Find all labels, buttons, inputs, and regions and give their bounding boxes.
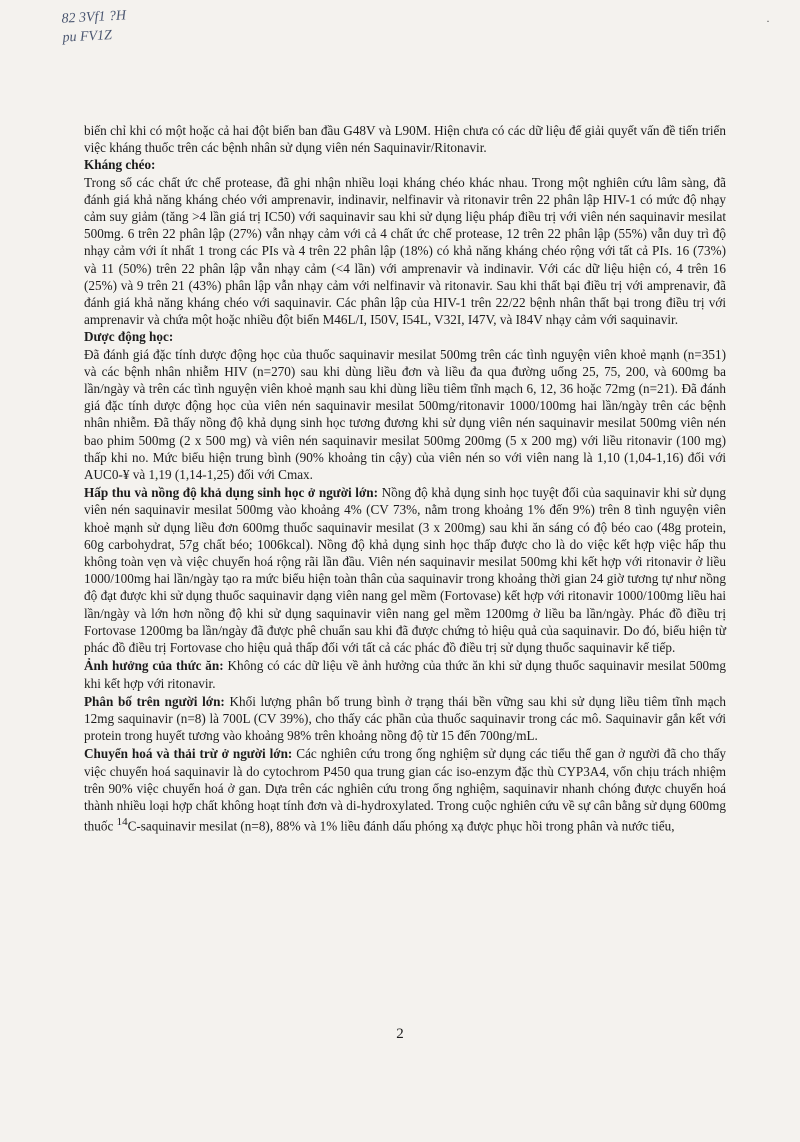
heading-pharmacokinetics: Dược động học: bbox=[84, 329, 174, 345]
paragraph-food-effect bbox=[84, 657, 726, 691]
paragraph-distribution bbox=[84, 693, 726, 745]
superscript-14: 14 bbox=[116, 816, 128, 829]
heading-distribution: Phân bố trên người lớn: bbox=[84, 693, 225, 709]
text-metabolism-a: Các nghiên cứu trong ống nghiệm sử dụng các tiểu thể gan ở người đã cho thấy việc chuyển hoá saquinavir là do cytochrom P450 qua trung gian các iso-enzym đặc thù CYP3A4, vốn chịu trách nhiệm trên 90% việc chuyển hoá ở gan. Dựa trên các nghiên cứu trong ống nghiệm, saquinavir nhanh chóng được chuyển hoá thành nhiều loại hợp chất không hoạt tính đơn và di-hydroxylated. Trong cuộc nghiên cứu về sự cân bằng sử dụng 600mg thuốc bbox=[84, 746, 726, 834]
text-absorption: Nồng độ khả dụng sinh học tuyệt đối của saquinavir khi sử dụng viên nén saquinavir mesilat 500mg vào khoảng 4% (CV 73%, nằm trong khoảng 1% đến 9%) trên 8 tình nguyện viên khoẻ mạnh sử dụng liều đơn 600mg thuốc saquinavir mesilat (3 x 200mg) sau khi ăn sáng có độ béo cao (48g protein, 60g carbohydrat, 57g chất béo; 1006kcal). Nồng độ khả dụng sinh học thấp được cho là do việc kết hợp việc hấp thu không toàn vẹn và việc chuyển hoá rộng rãi lần đầu. Viên nén saquinavir mesilat 500mg khi kết hợp với ritonavir ở liều 1000/100mg hai lần/ngày tạo ra mức biểu hiện toàn thân của saquinavir trong khoảng thời gian 24 giờ tương tự như nồng độ đạt được khi sử dụng thuốc saquinavir dạng viên nang gel mềm (Fortovase) kết hợp với ritonavir 1000/100mg liều hai lần/ngày và lớn hơn nồng độ khi sử dụng saquinavir viên nang gel mềm 1200mg ở liều ba lần/ngày. Phác đồ điều trị Fortovase 1200mg ba lần/ngày đã được phê chuẩn sau khi đã được chứng tỏ hiệu quả của saquinavir. Do đó, biểu hiện từ phác đồ điều trị Fortovase cho hiệu quả thấp đối với tất cả các phác đồ điều trị sử dụng thuốc saquinavir kế tiếp. bbox=[84, 485, 726, 656]
heading-metabolism: Chuyển hoá và thải trừ ở người lớn: bbox=[84, 746, 293, 762]
paragraph-pharmacokinetics: Đã đánh giá đặc tính dược động học của thuốc saquinavir mesilat 500mg trên các tình nguyện viên khoẻ mạnh (n=351) và các bệnh nhân nhiễm HIV (n=270) sau khi dùng liều đơn và liều đa qua đường uống 25, 75, 200, và 600mg ba lần/ngày và trên các tình nguyện viên khoẻ mạnh sau khi dùng liều tiêm tĩnh mạch 6, 12, 36 hoặc 72mg (n=21). Đã đánh giá đặc tính dược động học của viên nén saquinavir mesilat 500mg/ritonavir 1000/100mg hai lần/ngày trên các bệnh nhân nhiễm. Đã thấy nồng độ khả dụng sinh học tương đương khi sử dụng viên nén saquinavir mesilat 500mg viên nén bao phim 500mg (2 x 500 mg) và viên nén saquinavir mesilat 500mg 200mg (5 x 200 mg) với liều ritonavir (100 mg) thấp khi no. Mức biểu hiện trung bình (90% khoảng tin cậy) của viên nén so với viên nang là 1,10 (1,04-1,16) đối với AUC0-¥ và 1,19 (1,14-1,25) đối với Cmax. bbox=[84, 346, 726, 483]
heading-cross-resistance: Kháng chéo: bbox=[84, 157, 156, 173]
handwritten-note-line-1: 82 3Vf1 ?H bbox=[61, 8, 127, 27]
page-number: 2 bbox=[396, 1026, 404, 1042]
handwritten-note-line-2: pu FV1Z bbox=[62, 28, 113, 46]
paragraph-metabolism bbox=[84, 745, 726, 834]
paragraph-resistance-continuation: biến chỉ khi có một hoặc cả hai đột biến ban đầu G48V và L90M. Hiện chưa có các dữ liệu để giải quyết vấn đề tiến triển việc kháng thuốc trên các bệnh nhân sử dụng viên nén Saquinavir/Ritonavir. bbox=[84, 123, 726, 156]
document-body bbox=[84, 122, 726, 835]
text-metabolism-b: C-saquinavir mesilat (n=8), 88% và 1% liều đánh dấu phóng xạ được phục hồi trong phân và nước tiểu, bbox=[127, 818, 675, 834]
handwritten-note bbox=[61, 6, 127, 47]
paragraph-cross-resistance: Trong số các chất ức chế protease, đã ghi nhận nhiều loại kháng chéo khác nhau. Trong một nghiên cứu lâm sàng, đã đánh giá khả năng kháng chéo với amprenavir, indinavir, nelfinavir và ritonavir trên 22 phân lập HIV-1 có mức độ nhạy cảm suy giảm (tăng >4 lần giá trị IC50) với saquinavir sau khi sử dụng liệu pháp điều trị với viên nén saquinavir mesilat 500mg. 6 trên 22 phân lập (27%) vẫn nhạy cảm với cả 4 chất ức chế protease, 12 trên 22 phân lập (55%) vẫn duy trì độ nhạy cảm với ít nhất 1 trong các PIs và 4 trên 22 phân lập (18%) có khả năng kháng chéo rộng với tất cả PIs. 16 (73%) và 11 (50%) trên 22 phân lập vẫn nhạy cảm (<4 lần) với amprenavir và indinavir. Với các dữ liệu hiện có, 4 trên 16 (25%) và 9 trên 21 (43%) phân lập vẫn nhạy cảm với nelfinavir và ritonavir. Sau khi thất bại điều trị với amprenavir, đã đánh giá khả năng kháng chéo với saquinavir. Các phân lập của HIV-1 trên 22/22 bệnh nhân thất bại trong điều trị với amprenavir và chứa một hoặc nhiều đột biến M46L/I, I50V, I54L, V32I, I47V, và I84V nhạy cảm với saquinavir. bbox=[84, 174, 726, 328]
corner-mark: · bbox=[766, 14, 770, 28]
paragraph-absorption bbox=[84, 484, 726, 656]
heading-food-effect: Ảnh hưởng của thức ăn: bbox=[84, 658, 224, 674]
heading-absorption: Hấp thu và nồng độ khả dụng sinh học ở người lớn: bbox=[84, 485, 378, 501]
text-distribution: Khối lượng phân bố trung bình ở trạng thái bền vững sau khi sử dụng liều tiêm tĩnh mạch 12mg saquinavir (n=8) là 700L (CV 39%), cho thấy các phần của thuốc saquinavir trong các mô. Saquinavir gắn kết với protein trong huyết tương vào khoảng 98% trên khoảng nồng độ từ 15 đến 700ng/mL. bbox=[84, 693, 726, 744]
text-food-effect: Không có các dữ liệu về ảnh hưởng của thức ăn khi sử dụng thuốc saquinavir mesilat 500mg khi kết hợp với ritonavir. bbox=[84, 658, 726, 691]
